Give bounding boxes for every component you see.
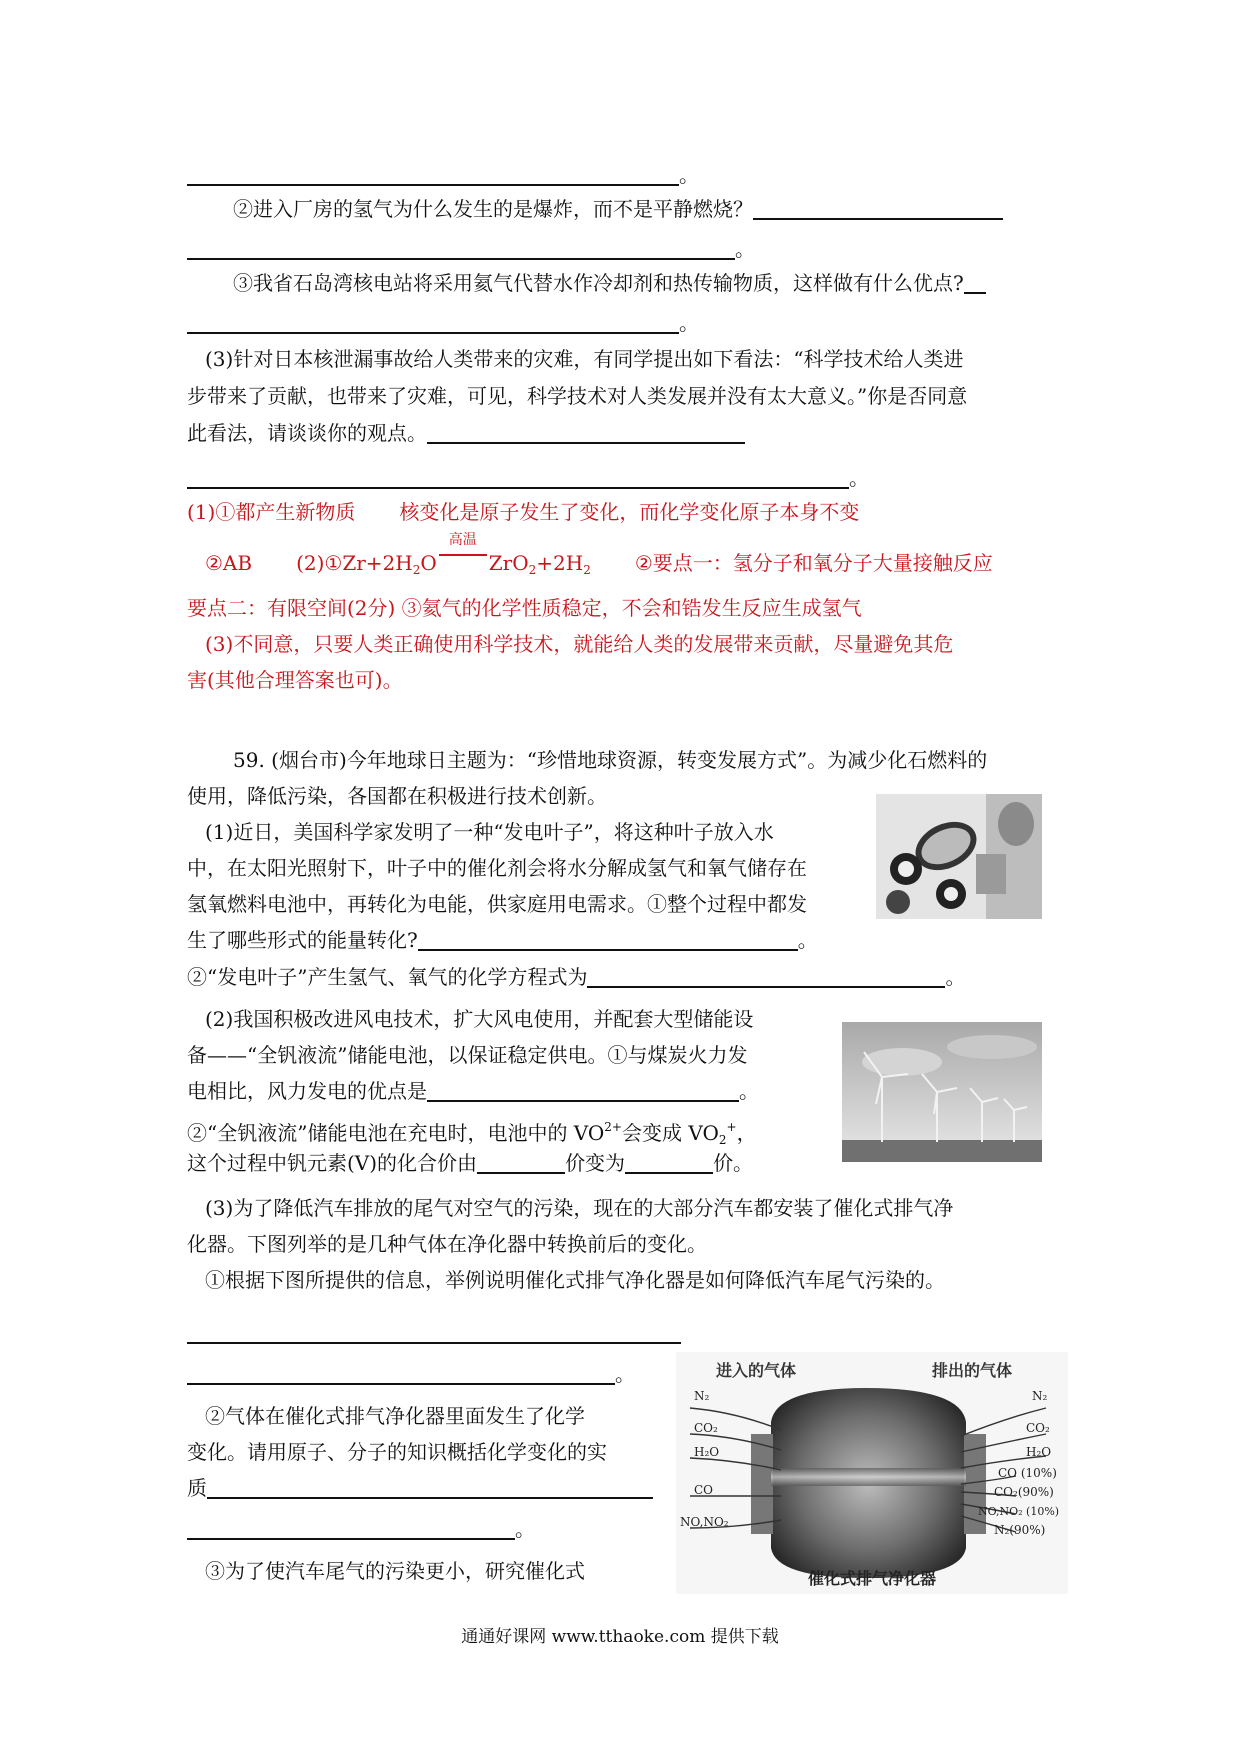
blank[interactable] xyxy=(187,310,679,334)
answer-line-6: 。 xyxy=(187,1359,635,1389)
in-gas-4: NO,NO₂ xyxy=(680,1515,729,1529)
answer-line-1: 。 xyxy=(187,160,699,190)
wind-turbine-graphic xyxy=(842,1022,1042,1162)
q59-intro-line2: 使用，降低污染，各国都在积极进行技术创新。 xyxy=(187,784,607,808)
question-2-3: ③我省石岛湾核电站将采用氦气代替水作冷却剂和热传输物质，这样做有什么优点? xyxy=(233,268,986,298)
leaf-photo-graphic xyxy=(876,794,1042,919)
diagram-caption: 催化式排气净化器 xyxy=(807,1569,937,1588)
blank[interactable] xyxy=(418,927,798,951)
q59-p2-line1: (2)我国积极改进风电技术，扩大风电使用，并配套大型储能设 xyxy=(205,1007,754,1031)
in-title: 进入的气体 xyxy=(716,1361,797,1380)
answer-part-1: (1)①都产生新物质 核变化是原子发生了变化，而化学变化原子本身不变 xyxy=(187,500,860,524)
answer-line-2: 。 xyxy=(187,234,755,264)
q59-p2-line5: 这个过程中钒元素(V)的化合价由 价变为 价。 xyxy=(187,1151,754,1175)
answer-part-4-line1: (3)不同意，只要人类正确使用科学技术，就能给人类的发展带来贡献，尽量避免其危 xyxy=(205,632,954,656)
q59-p1-line3: 氢氧燃料电池中，再转化为电能，供家庭用电需求。①整个过程中都发 xyxy=(187,892,807,916)
q59-p1-line5: ②“发电叶子”产生氢气、氧气的化学方程式为 。 xyxy=(187,965,966,989)
leaf-photo xyxy=(876,794,1042,919)
q59-p3-line4: ②气体在催化式排气净化器里面发生了化学 xyxy=(205,1404,585,1428)
answer-part-3: 要点二：有限空间(2分) ③氦气的化学性质稳定，不会和锆发生反应生成氢气 xyxy=(187,596,862,620)
q59-p2-line4: ②“全钒液流”储能电池在充电时，电池中的 $VO^{2+}$会变成 $VO_2^+$， xyxy=(187,1120,757,1147)
question-2-2: ②进入厂房的氢气为什么发生的是爆炸，而不是平静燃烧？ xyxy=(233,194,1003,224)
blank[interactable] xyxy=(187,236,735,260)
answer-line-3: 。 xyxy=(187,308,699,338)
blank[interactable] xyxy=(427,1078,739,1102)
out-gas-5: NO,NO₂ (10%) xyxy=(978,1505,1060,1518)
catalytic-converter-diagram xyxy=(676,1352,1068,1594)
q59-p3-line5: 变化。请用原子、分子的知识概括化学变化的实 xyxy=(187,1440,607,1464)
reaction-condition: 高温 xyxy=(437,548,489,578)
out-gas-0: N₂ xyxy=(1032,1389,1048,1403)
in-gas-3: CO xyxy=(694,1483,714,1497)
question-3-line2: 步带来了贡献，也带来了灾难，可见，科学技术对人类发展并没有太大意义。”你是否同意 xyxy=(187,384,968,408)
q59-p3-line2: 化器。下图列举的是几种气体在净化器中转换前后的变化。 xyxy=(187,1232,707,1256)
blank[interactable] xyxy=(187,1516,515,1540)
blank[interactable] xyxy=(187,162,679,186)
answer-part-2: ②AB $(2)①Zr+2H_2O$ 高温 $ZrO_2+2H_2$ ②要点一：氢分子和氧分子大量接触反应 xyxy=(205,532,993,577)
q59-p1-line2: 中，在太阳光照射下，叶子中的催化剂会将水分解成氢气和氧气储存在 xyxy=(187,856,807,880)
answer-line-4: 。 xyxy=(187,463,869,493)
blank[interactable] xyxy=(477,1150,565,1174)
blank[interactable] xyxy=(964,270,986,294)
q59-p2-line2: 备——“全钒液流”储能电池，以保证稳定供电。①与煤炭火力发 xyxy=(187,1043,748,1067)
answer-part-4-line2: 害(其他合理答案也可)。 xyxy=(187,668,403,692)
out-gas-6: N₂(90%) xyxy=(994,1523,1046,1537)
wind-turbine-photo xyxy=(842,1022,1042,1162)
q59-p1-line4: 生了哪些形式的能量转化? 。 xyxy=(187,928,818,952)
q59-p3-line3: ①根据下图所提供的信息，举例说明催化式排气净化器是如何降低汽车尾气污染的。 xyxy=(205,1268,945,1292)
blank[interactable] xyxy=(187,1320,681,1344)
blank[interactable] xyxy=(187,1361,615,1385)
out-gas-1: CO₂ xyxy=(1026,1421,1050,1435)
page-footer: 通通好课网 www.tthaoke.com 提供下载 xyxy=(461,1627,779,1647)
blank[interactable] xyxy=(587,964,945,988)
blank[interactable] xyxy=(427,420,745,444)
out-gas-2: H₂O xyxy=(1026,1445,1052,1459)
in-gas-0: N₂ xyxy=(694,1389,710,1403)
in-gas-2: H₂O xyxy=(694,1445,720,1459)
q59-p1-line1: (1)近日，美国科学家发明了一种“发电叶子”，将这种叶子放入水 xyxy=(205,820,774,844)
q59-p3-line6: 质 xyxy=(187,1473,653,1503)
question-3-line1: (3)针对日本核泄漏事故给人类带来的灾难，有同学提出如下看法：“科学技术给人类进 xyxy=(205,347,964,371)
question-3-line3: 此看法，请谈谈你的观点。 xyxy=(187,418,745,448)
out-gas-3: CO (10%) xyxy=(998,1466,1057,1480)
q59-p2-line3: 电相比，风力发电的优点是 。 xyxy=(187,1079,759,1103)
q59-intro-line1: 59. (烟台市)今年地球日主题为：“珍惜地球资源，转变发展方式”。为减少化石燃料的 xyxy=(233,748,988,772)
in-gas-1: CO₂ xyxy=(694,1421,718,1435)
blank[interactable] xyxy=(207,1475,653,1499)
out-gas-4: CO₂(90%) xyxy=(994,1485,1054,1499)
answer-line-5 xyxy=(187,1318,681,1348)
q59-p3-line1: (3)为了降低汽车排放的尾气对空气的污染，现在的大部分汽车都安装了催化式排气净 xyxy=(205,1196,954,1220)
answer-line-7: 。 xyxy=(187,1514,535,1544)
out-title: 排出的气体 xyxy=(932,1361,1013,1380)
blank[interactable] xyxy=(625,1150,713,1174)
blank[interactable] xyxy=(753,196,1003,220)
blank[interactable] xyxy=(187,465,849,489)
q59-p3-line7: ③为了使汽车尾气的污染更小，研究催化式 xyxy=(205,1559,585,1583)
